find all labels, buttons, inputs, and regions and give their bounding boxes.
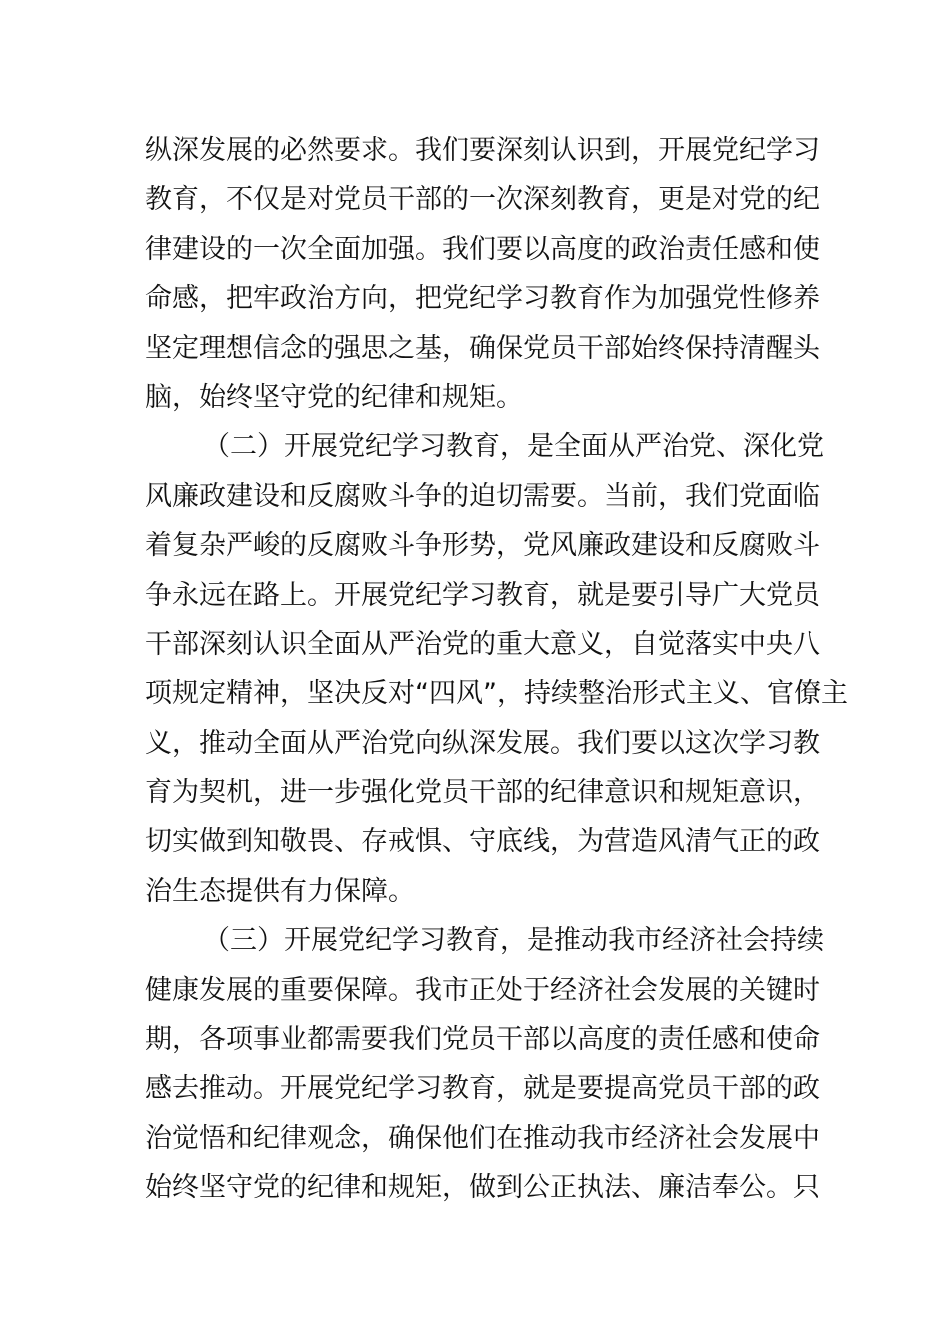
text-line: 着复杂严峻的反腐败斗争形势，党风廉政建设和反腐败斗 — [145, 530, 820, 562]
text-line: 命感，把牢政治方向，把党纪学习教育作为加强党性修养 — [145, 283, 820, 315]
text-line: 教育，不仅是对党员干部的一次深刻教育，更是对党的纪 — [145, 184, 820, 216]
text-line: 健康发展的重要保障。我市正处于经济社会发展的关键时 — [145, 974, 820, 1006]
text-line: 切实做到知敬畏、存戒惧、守底线，为营造风清气正的政 — [145, 826, 820, 858]
text-line: 育为契机，进一步强化党员干部的纪律意识和规矩意识， — [145, 777, 820, 809]
text-line: 纵深发展的必然要求。我们要深刻认识到，开展党纪学习 — [145, 135, 820, 166]
text-line: 期，各项事业都需要我们党员干部以高度的责任感和使命 — [145, 1024, 820, 1056]
section-two-heading-line: （二）开展党纪学习教育，是全面从严治党、深化党 — [203, 431, 824, 463]
text-line: 义，推动全面从严治党向纵深发展。我们要以这次学习教 — [145, 727, 820, 759]
section-three-heading-line: （三）开展党纪学习教育，是推动我市经济社会持续 — [203, 925, 824, 957]
text-line: 项规定精神，坚决反对“四风”，持续整治形式主义、官僚主 — [145, 678, 848, 710]
text-line: 治觉悟和纪律观念，确保他们在推动我市经济社会发展中 — [145, 1122, 820, 1154]
text-line: 治生态提供有力保障。 — [145, 875, 415, 907]
text-line: 风廉政建设和反腐败斗争的迫切需要。当前，我们党面临 — [145, 480, 820, 512]
text-line: 脑，始终坚守党的纪律和规矩。 — [145, 381, 523, 413]
text-line: 干部深刻认识全面从严治党的重大意义，自觉落实中央八 — [145, 628, 820, 660]
text-line: 坚定理想信念的强思之基，确保党员干部始终保持清醒头 — [145, 332, 820, 364]
text-line: 律建设的一次全面加强。我们要以高度的政治责任感和使 — [145, 233, 820, 265]
text-line: 始终坚守党的纪律和规矩，做到公正执法、廉洁奉公。只 — [145, 1172, 820, 1204]
body-text — [145, 126, 848, 1213]
text-line: 感去推动。开展党纪学习教育，就是要提高党员干部的政 — [145, 1073, 820, 1105]
text-line: 争永远在路上。开展党纪学习教育，就是要引导广大党员 — [145, 579, 820, 611]
